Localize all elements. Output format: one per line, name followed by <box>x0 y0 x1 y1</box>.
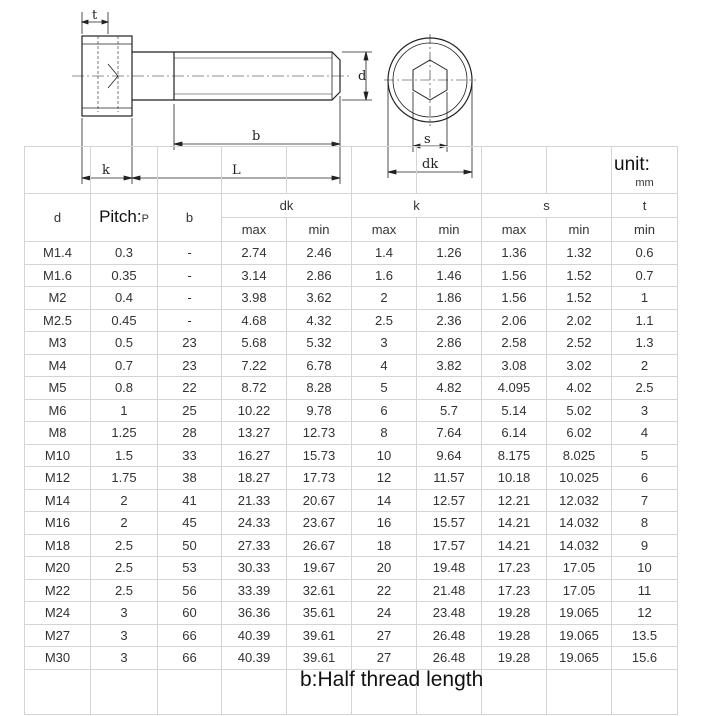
table-row <box>25 489 678 512</box>
table-row <box>25 467 678 490</box>
header-k-min: min <box>417 218 482 242</box>
table-cell: 8.28 <box>287 377 352 400</box>
table-cell: 21.48 <box>417 579 482 602</box>
table-cell: 27 <box>352 624 417 647</box>
table-cell: 1.52 <box>547 264 612 287</box>
table-cell: 3.14 <box>222 264 287 287</box>
table-row <box>25 557 678 580</box>
blank-cell <box>25 147 91 194</box>
table-cell: 0.7 <box>91 354 158 377</box>
table-row <box>25 602 678 625</box>
blank-cell <box>547 669 612 714</box>
table-cell: 4 <box>612 422 678 445</box>
table-cell: 66 <box>158 647 222 670</box>
table-cell: 5 <box>612 444 678 467</box>
table-cell: 2 <box>91 489 158 512</box>
table-cell: 16 <box>352 512 417 535</box>
table-top-row <box>25 147 678 194</box>
table-cell: M6 <box>25 399 91 422</box>
table-cell: 4.02 <box>547 377 612 400</box>
table-row <box>25 332 678 355</box>
table-cell: M10 <box>25 444 91 467</box>
table-cell: 2.5 <box>91 579 158 602</box>
table-cell: 12.21 <box>482 489 547 512</box>
table-cell: 3 <box>612 399 678 422</box>
table-cell: 33 <box>158 444 222 467</box>
table-cell: M5 <box>25 377 91 400</box>
table-cell: 12.57 <box>417 489 482 512</box>
blank-cell <box>612 669 678 714</box>
table-cell: 19.67 <box>287 557 352 580</box>
table-cell: 0.35 <box>91 264 158 287</box>
blank-cell <box>25 669 91 714</box>
table-cell: 15.6 <box>612 647 678 670</box>
dim-d <box>342 52 372 100</box>
table-cell: 2.02 <box>547 309 612 332</box>
table-row <box>25 242 678 265</box>
table-cell: 10.025 <box>547 467 612 490</box>
table-cell: 11.57 <box>417 467 482 490</box>
label-b: b <box>252 129 261 144</box>
table-cell: 1.56 <box>482 287 547 310</box>
table-cell: M3 <box>25 332 91 355</box>
table-cell: 38 <box>158 467 222 490</box>
table-cell: 0.4 <box>91 287 158 310</box>
header-s-max: max <box>482 218 547 242</box>
table-cell: - <box>158 309 222 332</box>
table-cell: 2.36 <box>417 309 482 332</box>
blank-cell <box>417 147 482 194</box>
table-cell: 7 <box>612 489 678 512</box>
label-dk: dk <box>422 157 439 172</box>
table-cell: 4.095 <box>482 377 547 400</box>
table-cell: 23 <box>158 354 222 377</box>
table-cell: 24.33 <box>222 512 287 535</box>
table-cell: 21.33 <box>222 489 287 512</box>
header-t: t <box>612 194 678 218</box>
table-cell: 14.21 <box>482 512 547 535</box>
label-t: t <box>92 8 98 23</box>
table-cell: 2.74 <box>222 242 287 265</box>
header-s: s <box>482 194 612 218</box>
table-cell: 11 <box>612 579 678 602</box>
blank-cell <box>222 669 287 714</box>
label-k: k <box>102 163 110 178</box>
table-cell: 9 <box>612 534 678 557</box>
table-cell: 20 <box>352 557 417 580</box>
table-cell: 10 <box>612 557 678 580</box>
table-cell: 26.48 <box>417 624 482 647</box>
table-cell: 22 <box>352 579 417 602</box>
table-cell: 41 <box>158 489 222 512</box>
table-row <box>25 444 678 467</box>
table-cell: M4 <box>25 354 91 377</box>
table-cell: 19.065 <box>547 602 612 625</box>
table-cell: 17.57 <box>417 534 482 557</box>
table-cell: 0.7 <box>612 264 678 287</box>
header-k: k <box>352 194 482 218</box>
table-cell: 1.1 <box>612 309 678 332</box>
blank-cell <box>352 147 417 194</box>
table-cell: 7.64 <box>417 422 482 445</box>
table-cell: 2.86 <box>417 332 482 355</box>
table-cell: 15.73 <box>287 444 352 467</box>
table-cell: M1.4 <box>25 242 91 265</box>
table-cell: 2.52 <box>547 332 612 355</box>
table-cell: M12 <box>25 467 91 490</box>
table-cell: 17.23 <box>482 579 547 602</box>
table-cell: 1.36 <box>482 242 547 265</box>
table-cell: M2 <box>25 287 91 310</box>
table-cell: 17.05 <box>547 557 612 580</box>
table-cell: 4.32 <box>287 309 352 332</box>
table-cell: 53 <box>158 557 222 580</box>
header-b: b <box>158 194 222 242</box>
table-cell: 6 <box>612 467 678 490</box>
table-cell: 9.78 <box>287 399 352 422</box>
label-s: s <box>424 132 431 147</box>
table-row <box>25 534 678 557</box>
table-cell: M24 <box>25 602 91 625</box>
blank-cell <box>287 147 352 194</box>
table-cell: 27.33 <box>222 534 287 557</box>
table-cell: 9.64 <box>417 444 482 467</box>
blank-cell <box>547 147 612 194</box>
table-cell: 1.86 <box>417 287 482 310</box>
header-k-max: max <box>352 218 417 242</box>
table-cell: 2.5 <box>352 309 417 332</box>
table-cell: 2.5 <box>91 557 158 580</box>
table-cell: 3.08 <box>482 354 547 377</box>
table-cell: 1.25 <box>91 422 158 445</box>
header-row-1 <box>25 194 678 218</box>
table-cell: 35.61 <box>287 602 352 625</box>
table-cell: 24 <box>352 602 417 625</box>
table-cell: 3.82 <box>417 354 482 377</box>
table-row <box>25 287 678 310</box>
table-cell: 26.67 <box>287 534 352 557</box>
table-cell: 13.27 <box>222 422 287 445</box>
table-cell: M20 <box>25 557 91 580</box>
blank-cell <box>482 147 547 194</box>
table-cell: 6.78 <box>287 354 352 377</box>
blank-cell <box>158 669 222 714</box>
table-cell: 39.61 <box>287 647 352 670</box>
table-cell: - <box>158 264 222 287</box>
table-cell: M2.5 <box>25 309 91 332</box>
table-cell: 5 <box>352 377 417 400</box>
table-cell: 8 <box>352 422 417 445</box>
unit-value: mm <box>635 177 654 189</box>
table-cell: 56 <box>158 579 222 602</box>
table-cell: 1.26 <box>417 242 482 265</box>
table-cell: 12.73 <box>287 422 352 445</box>
table-cell: 30.33 <box>222 557 287 580</box>
table-cell: 1.3 <box>612 332 678 355</box>
table-cell: 19.28 <box>482 624 547 647</box>
bolt-head-end-view <box>384 34 476 126</box>
table-cell: 16.27 <box>222 444 287 467</box>
table-cell: - <box>158 287 222 310</box>
table-row <box>25 399 678 422</box>
table-cell: 1.75 <box>91 467 158 490</box>
table-cell: 5.7 <box>417 399 482 422</box>
table-cell: 1.52 <box>547 287 612 310</box>
table-cell: 2.5 <box>612 377 678 400</box>
table-cell: 32.61 <box>287 579 352 602</box>
header-t-min: min <box>612 218 678 242</box>
table-row <box>25 422 678 445</box>
table-cell: 66 <box>158 624 222 647</box>
table-cell: 1.4 <box>352 242 417 265</box>
header-pitch: Pitch:P <box>91 194 158 242</box>
table-cell: 2 <box>352 287 417 310</box>
table-cell: 5.68 <box>222 332 287 355</box>
table-cell: 2.58 <box>482 332 547 355</box>
header-s-min: min <box>547 218 612 242</box>
table-row <box>25 512 678 535</box>
table-cell: 1.32 <box>547 242 612 265</box>
table-cell: 10.18 <box>482 467 547 490</box>
table-cell: 3.02 <box>547 354 612 377</box>
table-cell: 14.21 <box>482 534 547 557</box>
table-cell: 1.5 <box>91 444 158 467</box>
table-cell: 3.62 <box>287 287 352 310</box>
table-cell: 22 <box>158 377 222 400</box>
table-cell: 3.98 <box>222 287 287 310</box>
table-cell: 0.5 <box>91 332 158 355</box>
unit-label: unit: <box>614 154 650 175</box>
table-cell: M14 <box>25 489 91 512</box>
header-d: d <box>25 194 91 242</box>
table-cell: 6.14 <box>482 422 547 445</box>
table-cell: 17.23 <box>482 557 547 580</box>
table-cell: 7.22 <box>222 354 287 377</box>
table-cell: 50 <box>158 534 222 557</box>
table-cell: 1 <box>612 287 678 310</box>
table-cell: - <box>158 242 222 265</box>
table-cell: 1.6 <box>352 264 417 287</box>
table-row <box>25 264 678 287</box>
table-cell: 19.065 <box>547 624 612 647</box>
table-cell: 2.86 <box>287 264 352 287</box>
table-cell: 3 <box>352 332 417 355</box>
table-cell: 8 <box>612 512 678 535</box>
label-d: d <box>358 69 367 84</box>
table-cell: 14.032 <box>547 534 612 557</box>
table-cell: 6.02 <box>547 422 612 445</box>
blank-cell <box>91 669 158 714</box>
table-cell: 45 <box>158 512 222 535</box>
table-cell: 10.22 <box>222 399 287 422</box>
table-cell: 40.39 <box>222 624 287 647</box>
footnote: b:Half thread length <box>300 668 484 691</box>
table-cell: 12.032 <box>547 489 612 512</box>
table-cell: 18 <box>352 534 417 557</box>
table-cell: 27 <box>352 647 417 670</box>
table-cell: 3 <box>91 624 158 647</box>
table-cell: 2 <box>91 512 158 535</box>
blank-cell <box>91 147 158 194</box>
table-cell: 20.67 <box>287 489 352 512</box>
table-cell: M8 <box>25 422 91 445</box>
table-cell: 0.6 <box>612 242 678 265</box>
header-dk-min: min <box>287 218 352 242</box>
table-cell: M27 <box>25 624 91 647</box>
table-cell: 1 <box>91 399 158 422</box>
table-cell: 36.36 <box>222 602 287 625</box>
table-cell: 28 <box>158 422 222 445</box>
table-cell: 23.67 <box>287 512 352 535</box>
table-cell: 8.72 <box>222 377 287 400</box>
table-cell: 33.39 <box>222 579 287 602</box>
table-cell: 0.8 <box>91 377 158 400</box>
table-cell: 60 <box>158 602 222 625</box>
table-cell: 19.065 <box>547 647 612 670</box>
table-cell: 19.28 <box>482 647 547 670</box>
table-cell: 18.27 <box>222 467 287 490</box>
label-L: L <box>232 163 241 178</box>
table-cell: M16 <box>25 512 91 535</box>
table-cell: 5.02 <box>547 399 612 422</box>
table-cell: 2.46 <box>287 242 352 265</box>
table-row <box>25 624 678 647</box>
table-cell: 6 <box>352 399 417 422</box>
table-cell: 39.61 <box>287 624 352 647</box>
table-row <box>25 377 678 400</box>
header-dk: dk <box>222 194 352 218</box>
blank-cell <box>222 147 287 194</box>
table-cell: 23.48 <box>417 602 482 625</box>
table-cell: 0.3 <box>91 242 158 265</box>
table-cell: 3 <box>91 647 158 670</box>
table-row <box>25 579 678 602</box>
table-row <box>25 647 678 670</box>
table-cell: 40.39 <box>222 647 287 670</box>
table-cell: 25 <box>158 399 222 422</box>
table-cell: 1.56 <box>482 264 547 287</box>
table-cell: 5.32 <box>287 332 352 355</box>
table-cell: 10 <box>352 444 417 467</box>
table-cell: 13.5 <box>612 624 678 647</box>
blank-cell <box>158 147 222 194</box>
table-cell: 26.48 <box>417 647 482 670</box>
header-dk-max: max <box>222 218 287 242</box>
table-cell: 12 <box>352 467 417 490</box>
table-cell: 3 <box>91 602 158 625</box>
table-cell: 17.05 <box>547 579 612 602</box>
table-cell: M1.6 <box>25 264 91 287</box>
table-cell: 17.73 <box>287 467 352 490</box>
table-cell: 4.68 <box>222 309 287 332</box>
table-cell: 15.57 <box>417 512 482 535</box>
table-cell: M22 <box>25 579 91 602</box>
table-cell: 8.025 <box>547 444 612 467</box>
unit-cell <box>612 147 678 194</box>
table-cell: 14.032 <box>547 512 612 535</box>
spec-table <box>24 146 678 715</box>
table-cell: 8.175 <box>482 444 547 467</box>
table-cell: 4.82 <box>417 377 482 400</box>
table-cell: 4 <box>352 354 417 377</box>
table-cell: 19.28 <box>482 602 547 625</box>
blank-cell <box>482 669 547 714</box>
table-cell: 2.06 <box>482 309 547 332</box>
table-cell: 1.46 <box>417 264 482 287</box>
table-cell: M30 <box>25 647 91 670</box>
table-cell: M18 <box>25 534 91 557</box>
table-cell: 23 <box>158 332 222 355</box>
table-cell: 0.45 <box>91 309 158 332</box>
table-cell: 2.5 <box>91 534 158 557</box>
table-cell: 2 <box>612 354 678 377</box>
table-row <box>25 354 678 377</box>
table-cell: 19.48 <box>417 557 482 580</box>
table-cell: 14 <box>352 489 417 512</box>
table-cell: 5.14 <box>482 399 547 422</box>
table-cell: 12 <box>612 602 678 625</box>
table-row <box>25 309 678 332</box>
